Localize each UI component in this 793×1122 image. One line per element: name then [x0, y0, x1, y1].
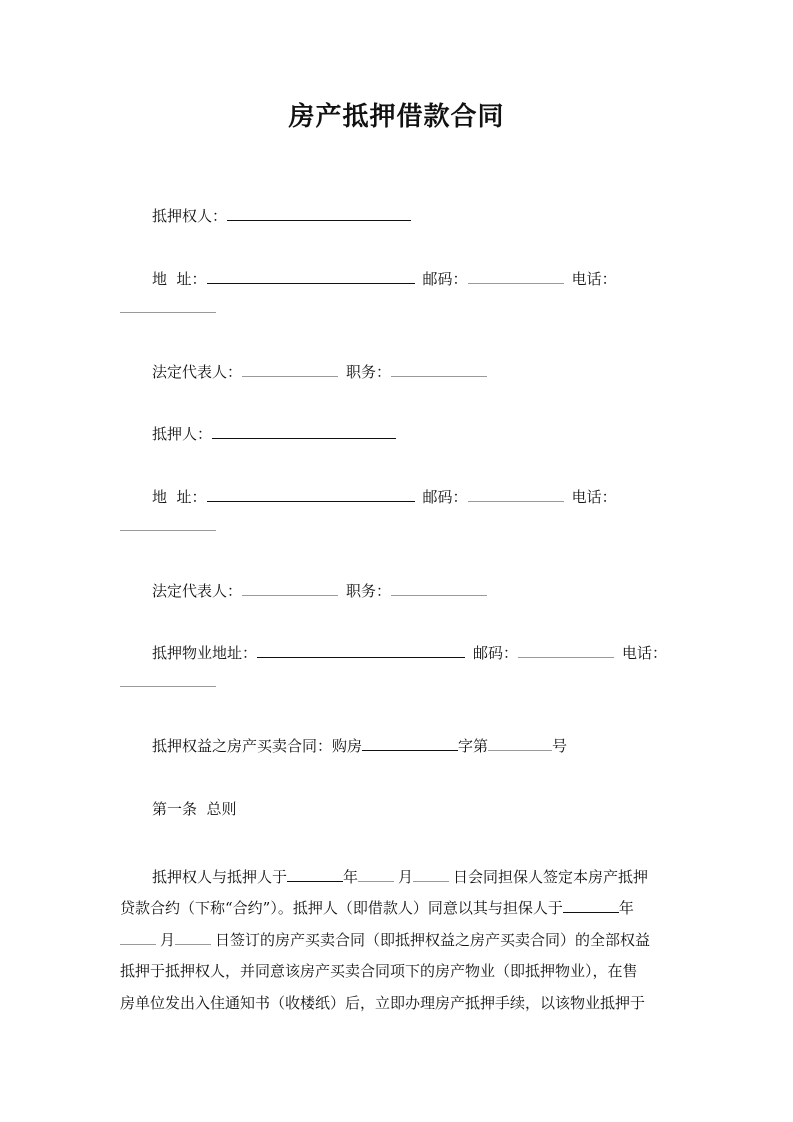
- purchase-contract-blank-2[interactable]: [488, 736, 552, 751]
- postcode-blank[interactable]: [468, 269, 564, 284]
- phone-blank[interactable]: [120, 672, 216, 687]
- article-1-line-2: [120, 893, 673, 924]
- property-address-label: 抵押物业地址：: [152, 644, 258, 662]
- mortgagee-row: [152, 206, 411, 226]
- legal-rep-blank[interactable]: [242, 362, 338, 377]
- article-1-heading: 第一条 总则: [152, 800, 237, 818]
- phone-label: 电话：: [571, 270, 617, 288]
- article-1-text: 贷款合约（下称“合约”）。抵押人（即借款人）同意以其与担保人于: [120, 899, 563, 918]
- position-blank[interactable]: [391, 581, 487, 596]
- postcode-label: 邮码：: [473, 644, 519, 662]
- address-label: 地 址：: [152, 270, 207, 288]
- mortgagor-blank[interactable]: [212, 424, 396, 439]
- article-1-text: 年: [618, 899, 634, 918]
- property-address-row: [152, 643, 667, 663]
- postcode-label: 邮码：: [422, 488, 468, 506]
- article-1-body: [120, 862, 673, 1019]
- article-1-text: 月: [398, 868, 414, 886]
- date-month-blank[interactable]: [120, 930, 156, 945]
- purchase-contract-suffix: 号: [552, 737, 568, 755]
- phone-blank[interactable]: [120, 516, 216, 531]
- phone-blank-row: [120, 672, 216, 692]
- article-1-text: 月: [160, 930, 176, 949]
- legal-rep-label: 法定代表人：: [152, 582, 243, 600]
- position-blank[interactable]: [391, 362, 487, 377]
- purchase-contract-row: [152, 736, 567, 756]
- position-label: 职务：: [346, 582, 392, 600]
- article-1-line-1: [120, 862, 673, 893]
- position-label: 职务：: [346, 363, 392, 381]
- purchase-contract-middle: 字第: [458, 737, 489, 755]
- purchase-contract-blank-1[interactable]: [362, 736, 458, 751]
- postcode-blank[interactable]: [468, 487, 564, 502]
- mortgagee-blank[interactable]: [227, 206, 411, 221]
- article-1-text: 日会同担保人签定本房产抵押: [453, 868, 649, 886]
- mortgagee-rep-row: [152, 362, 487, 382]
- phone-blank-row: [120, 298, 216, 318]
- purchase-contract-prefix: 抵押权益之房产买卖合同：购房: [152, 737, 363, 755]
- property-address-blank[interactable]: [257, 643, 465, 658]
- legal-rep-label: 法定代表人：: [152, 363, 243, 381]
- phone-label: 电话：: [571, 488, 617, 506]
- document-title: 房产抵押借款合同: [288, 102, 505, 132]
- postcode-blank[interactable]: [518, 643, 614, 658]
- mortgagor-row: [152, 424, 396, 444]
- date-day-blank[interactable]: [413, 867, 449, 882]
- legal-rep-blank[interactable]: [242, 581, 338, 596]
- phone-label: 电话：: [622, 644, 668, 662]
- date-year-blank[interactable]: [287, 867, 343, 882]
- date-year-blank[interactable]: [563, 898, 619, 913]
- address-label: 地 址：: [152, 488, 207, 506]
- article-1-text: 日签订的房产买卖合同（即抵押权益之房产买卖合同）的全部权益: [215, 930, 651, 949]
- date-day-blank[interactable]: [175, 930, 211, 945]
- mortgagee-address-row: [152, 269, 617, 289]
- article-1-line-3: [120, 925, 673, 956]
- postcode-label: 邮码：: [422, 270, 468, 288]
- address-blank[interactable]: [207, 487, 415, 502]
- article-1-line-5: 房单位发出入住通知书（收楼纸）后，立即办理房产抵押手续，以该物业抵押于: [120, 993, 646, 1012]
- mortgagor-label: 抵押人：: [152, 425, 213, 443]
- mortgagor-rep-row: [152, 581, 487, 601]
- mortgagor-address-row: [152, 487, 617, 507]
- address-blank[interactable]: [207, 269, 415, 284]
- article-1-text: 抵押权人与抵押人于: [152, 868, 288, 886]
- phone-blank[interactable]: [120, 298, 216, 313]
- date-month-blank[interactable]: [358, 867, 394, 882]
- phone-blank-row: [120, 516, 216, 536]
- mortgagee-label: 抵押权人：: [152, 207, 228, 225]
- article-1-text: 年: [343, 868, 359, 886]
- article-1-line-4: 抵押于抵押权人，并同意该房产买卖合同项下的房产物业（即抵押物业），在售: [120, 962, 638, 981]
